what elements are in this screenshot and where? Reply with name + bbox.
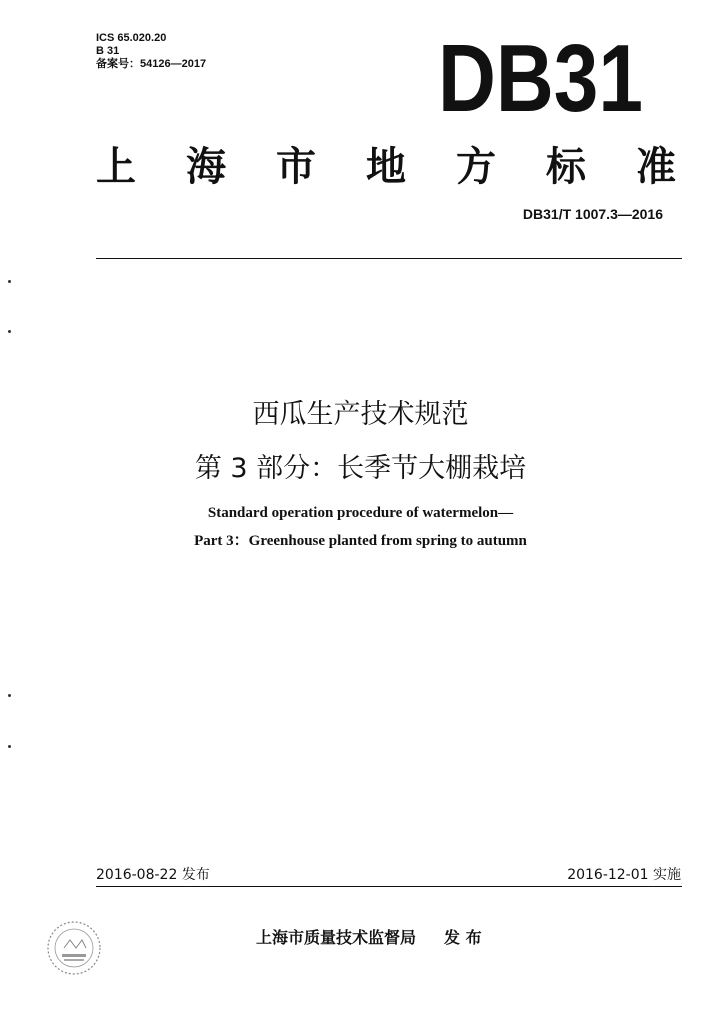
seal-stamp-icon xyxy=(42,918,106,980)
svg-text:DB31: DB31 xyxy=(438,25,643,132)
top-divider xyxy=(96,258,682,259)
scan-speck xyxy=(8,330,11,333)
title-char: 上 xyxy=(96,143,136,190)
bottom-divider xyxy=(96,886,682,887)
standard-number: DB31/T 1007.3—2016 xyxy=(522,206,663,222)
scan-speck xyxy=(8,745,11,748)
record-number: 备案号：54126—2017 xyxy=(96,58,207,70)
title-char: 标 xyxy=(546,143,586,190)
issue-date: 2016-08-22 发布 xyxy=(96,867,210,883)
scan-speck xyxy=(8,280,11,283)
doc-type-title xyxy=(96,138,676,188)
ics-code: ICS 65.020.20 xyxy=(96,32,167,44)
title-char: 方 xyxy=(456,143,496,190)
implementation-date: 2016-12-01 实施 xyxy=(567,867,681,883)
zh-title-line-2: 第 3 部分：长季节大棚栽培 xyxy=(194,453,527,484)
db31-logo xyxy=(438,25,643,132)
classification-code: B 31 xyxy=(96,45,120,57)
title-char: 海 xyxy=(186,143,226,190)
title-char: 市 xyxy=(276,143,316,190)
scan-speck xyxy=(8,694,11,697)
title-char: 准 xyxy=(636,143,676,190)
publisher-name: 上海市质量技术监督局 xyxy=(256,928,417,947)
title-char: 地 xyxy=(366,143,406,190)
zh-title-line-1: 西瓜生产技术规范 xyxy=(252,399,469,430)
publisher-line xyxy=(256,925,482,948)
publisher-action: 发 布 xyxy=(444,928,482,947)
en-title-line-2: Part 3：Greenhouse planted from spring to autumn xyxy=(194,533,527,549)
en-title-line-1: Standard operation procedure of watermelon— xyxy=(207,505,514,521)
